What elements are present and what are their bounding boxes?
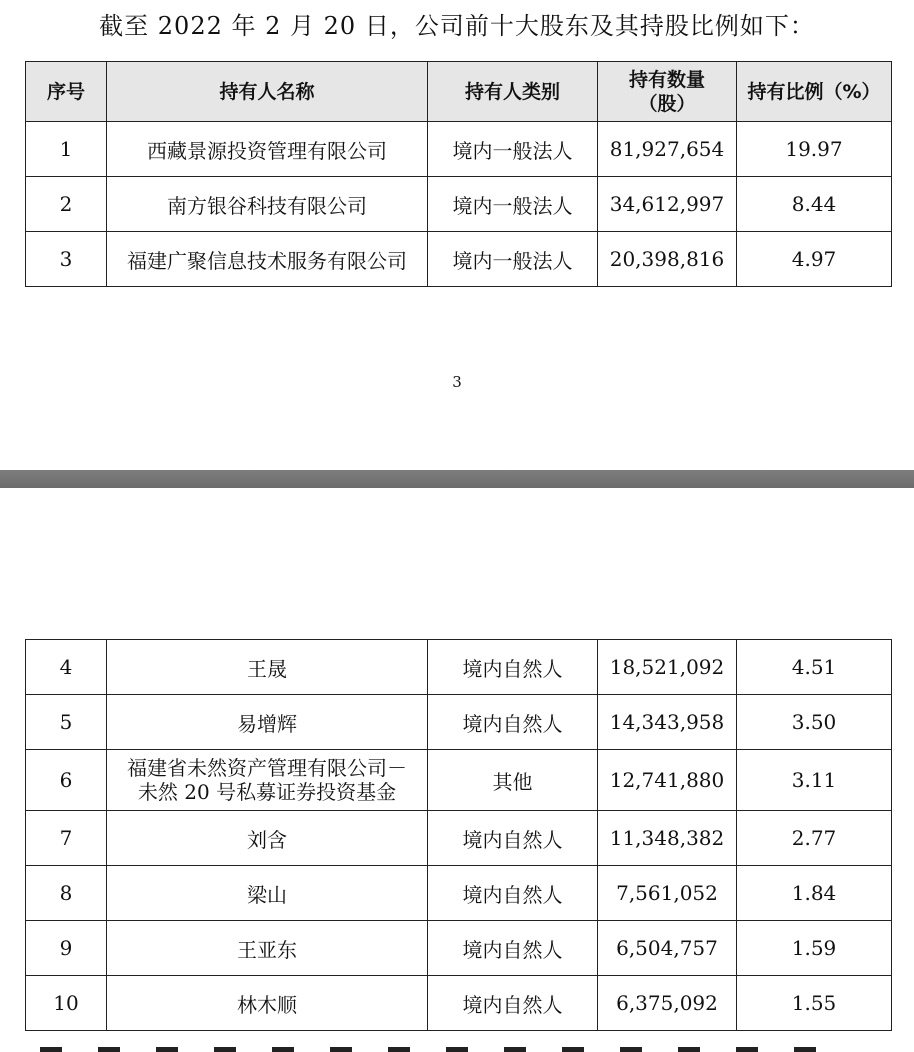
intro-sentence: 截至 2022 年 2 月 20 日，公司前十大股东及其持股比例如下： [99,12,815,40]
cell-shares: 12,741,880 [598,750,737,811]
cell-shares: 6,375,092 [598,976,737,1031]
cell-ratio: 1.59 [737,921,892,976]
cell-no: 6 [26,750,107,811]
cell-type: 境内自然人 [428,640,598,695]
cell-type: 境内一般法人 [428,177,598,232]
cell-type: 境内一般法人 [428,122,598,177]
table-row [26,232,892,287]
table-row [26,177,892,232]
cell-shares: 11,348,382 [598,811,737,866]
cell-type: 境内自然人 [428,695,598,750]
cell-shares: 34,612,997 [598,177,737,232]
cell-name: 刘含 [107,811,428,866]
header-shares [598,62,737,122]
header-type: 持有人类别 [428,62,598,122]
cell-shares: 18,521,092 [598,640,737,695]
cell-name-line2: 未然 20 号私募证券投资基金 [137,780,397,804]
cell-ratio: 1.55 [737,976,892,1031]
cell-no: 3 [26,232,107,287]
cell-no: 4 [26,640,107,695]
cell-type: 其他 [428,750,598,811]
cell-name-line1: 福建省未然资产管理有限公司－ [127,756,407,780]
table-row [26,976,892,1031]
shareholder-table-part2 [25,639,892,1031]
table-row [26,750,892,811]
cell-shares: 6,504,757 [598,921,737,976]
cell-no: 2 [26,177,107,232]
page-number: 3 [452,373,462,391]
header-shares-line1: 持有数量 [628,68,705,91]
cell-type: 境内自然人 [428,976,598,1031]
cell-name: 易增辉 [107,695,428,750]
cut-off-text-line [40,1042,900,1052]
cell-ratio: 4.51 [737,640,892,695]
cell-ratio: 8.44 [737,177,892,232]
table-row [26,640,892,695]
cell-no: 10 [26,976,107,1031]
cell-name: 西藏景源投资管理有限公司 [107,122,428,177]
cell-shares: 7,561,052 [598,866,737,921]
cell-type: 境内自然人 [428,866,598,921]
cell-shares: 20,398,816 [598,232,737,287]
cell-name: 梁山 [107,866,428,921]
cell-ratio: 2.77 [737,811,892,866]
cell-shares: 81,927,654 [598,122,737,177]
cell-shares: 14,343,958 [598,695,737,750]
cell-ratio: 1.84 [737,866,892,921]
cell-type: 境内一般法人 [428,232,598,287]
cell-no: 1 [26,122,107,177]
cell-name: 林木顺 [107,976,428,1031]
cell-name [107,750,428,811]
table-row [26,122,892,177]
cell-name: 南方银谷科技有限公司 [107,177,428,232]
cell-name: 福建广聚信息技术服务有限公司 [107,232,428,287]
shareholder-table-part1 [25,61,892,287]
header-ratio: 持有比例（%） [737,62,892,122]
cell-ratio: 3.11 [737,750,892,811]
header-shares-line2: （股） [638,92,696,115]
cell-no: 5 [26,695,107,750]
table-row [26,695,892,750]
page-separator [0,470,914,488]
cell-no: 8 [26,866,107,921]
cell-type: 境内自然人 [428,921,598,976]
cell-name: 王亚东 [107,921,428,976]
cell-name: 王晟 [107,640,428,695]
header-name: 持有人名称 [107,62,428,122]
cell-ratio: 19.97 [737,122,892,177]
cell-ratio: 3.50 [737,695,892,750]
cell-ratio: 4.97 [737,232,892,287]
cell-no: 9 [26,921,107,976]
cell-no: 7 [26,811,107,866]
table-row [26,866,892,921]
table-row [26,921,892,976]
table-row [26,811,892,866]
cell-type: 境内自然人 [428,811,598,866]
table-header-row [26,62,892,122]
header-no: 序号 [26,62,107,122]
